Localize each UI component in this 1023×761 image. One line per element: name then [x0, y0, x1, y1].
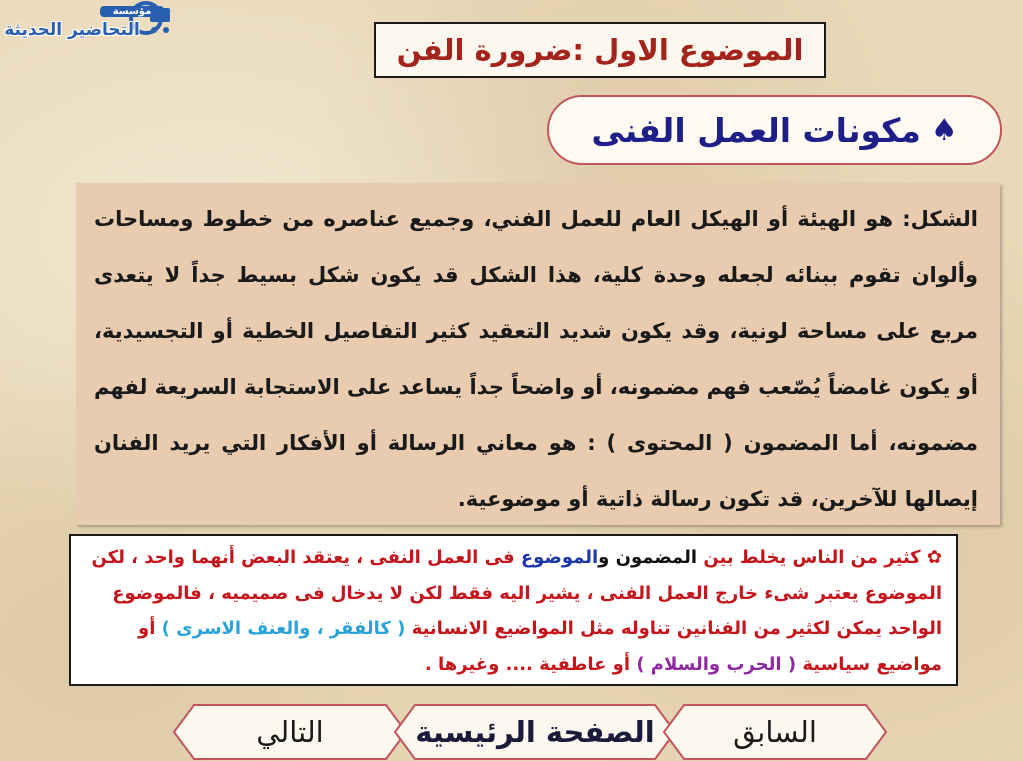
logo-name: التحاضير الحديثة: [4, 20, 140, 40]
note-word-madmoon: المضمون: [615, 547, 698, 568]
note-word-and: و: [598, 547, 616, 568]
section-heading-text: مكونات العمل الفنى: [591, 110, 921, 150]
previous-button[interactable]: [662, 703, 888, 761]
note-text-3: أو مواضيع سياسية: [138, 618, 942, 675]
content-definition: : هو معاني الرسالة أو الأفكار التي يريد الفنان إيصالها للآخرين، قد تكون رسالة ذاتية أو موضوعية.: [94, 431, 978, 511]
section-heading: [547, 95, 1002, 165]
flower-icon: ✿: [926, 547, 942, 568]
note-text-2: فى العمل النفى ، يعتقد البعض أنهما واحد ، لكن الموضوع يعتبر شىء خارج العمل الفنى ، يشير اليه فقط لكن لا يدخال فى صميميه ، فالموضوع الواحد يمكن لكثير من الفنانين تناوله مثل المواضيع الانسانية: [91, 547, 942, 639]
definition-box: [76, 183, 1000, 525]
next-label: التالي: [256, 715, 324, 749]
note-word-mawdoo: الموضوع: [520, 547, 599, 568]
spade-icon: ♠: [930, 112, 958, 148]
note-text-1: كثير من الناس يخلط بين: [697, 547, 927, 568]
previous-label: السابق: [733, 715, 817, 749]
content-term: المضمون ( المحتوى ): [606, 431, 839, 455]
note-examples-humanitarian: ( كالفقر ، والعنف الاسرى ): [161, 618, 406, 639]
home-button[interactable]: [393, 703, 677, 761]
form-term: الشكل:: [902, 207, 978, 231]
publisher-logo: [0, 0, 185, 46]
next-button[interactable]: [172, 703, 408, 761]
home-label: الصفحة الرئيسية: [415, 715, 655, 749]
topic-title: الموضوع الاول :ضرورة الفن: [374, 22, 826, 78]
logo-subtitle: مؤسسة: [100, 6, 164, 17]
note-box: [69, 534, 958, 686]
form-definition: هو الهيئة أو الهيكل العام للعمل الفني، وجميع عناصره من خطوط ومساحات وألوان تقوم ببنائه لجعله وحدة كلية، هذا الشكل قد يكون شكل بسيط جداً لا يتعدى مربع على مساحة لونية، وقد يكون شديد التعقيد كثير التفاصيل الخطية أو التجسيدية، أو يكون غامضاً يُصّعب فهم مضمونه، أو واضحاً جداً يساعد على الاستجابة السريعة لفهم مضمونه، أما: [94, 207, 978, 455]
note-examples-political: ( الحرب والسلام ): [636, 653, 797, 675]
note-text-4: أو عاطفية .... وغيرها .: [424, 653, 637, 675]
